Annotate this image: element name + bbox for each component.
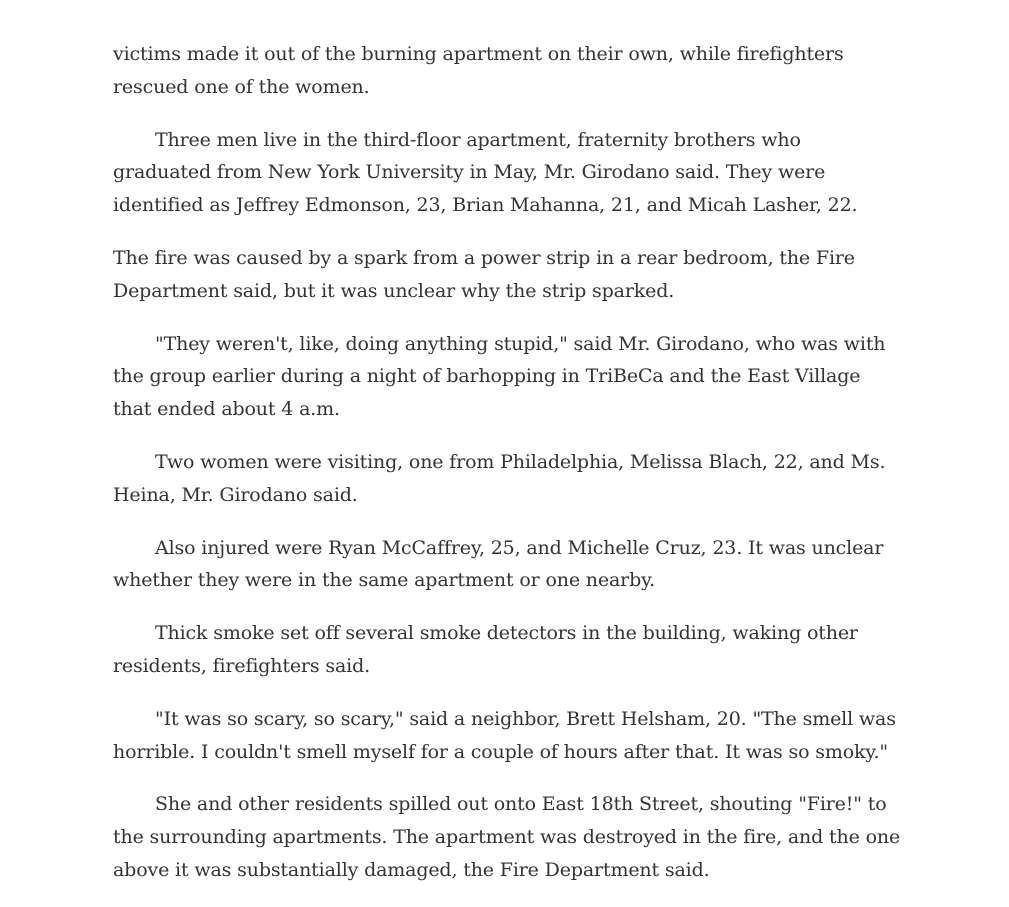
article-paragraph-5: Two women were visiting, one from Philadelphia, Melissa Blach, 22, and Ms. Heina, Mr. Girodano said.: [113, 450, 886, 506]
article-paragraph-1: victims made it out of the burning apartment on their own, while firefighters rescued one of the women.: [113, 43, 844, 98]
article-paragraph-6: Also injured were Ryan McCaffrey, 25, and Michelle Cruz, 23. It was unclear whether they were in the same apartment or one nearby.: [113, 536, 884, 592]
article-body: [113, 38, 903, 907]
article-paragraph-2: Three men live in the third-floor apartment, fraternity brothers who graduated from New York University in May, Mr. Girodano said. They were identified as Jeffrey Edmonson, 23, Brian Mahanna, 21, and Micah Lasher, 22.: [113, 128, 858, 217]
article-paragraph-3: The fire was caused by a spark from a power strip in a rear bedroom, the Fire Department said, but it was unclear why the strip sparked.: [113, 246, 855, 302]
article-paragraph-4: "They weren't, like, doing anything stupid," said Mr. Girodano, who was with the group earlier during a night of barhopping in TriBeCa and the East Village that ended about 4 a.m.: [113, 332, 886, 421]
article-paragraph-8: "It was so scary, so scary," said a neighbor, Brett Helsham, 20. "The smell was horrible. I couldn't smell myself for a couple of hours after that. It was so smoky.": [113, 707, 896, 763]
article-paragraph-7: Thick smoke set off several smoke detectors in the building, waking other residents, firefighters said.: [113, 622, 858, 677]
article-paragraph-9: She and other residents spilled out onto East 18th Street, shouting "Fire!" to the surrounding apartments. The apartment was destroyed in the fire, and the one above it was substantially damaged, the Fire Department said.: [113, 793, 901, 881]
